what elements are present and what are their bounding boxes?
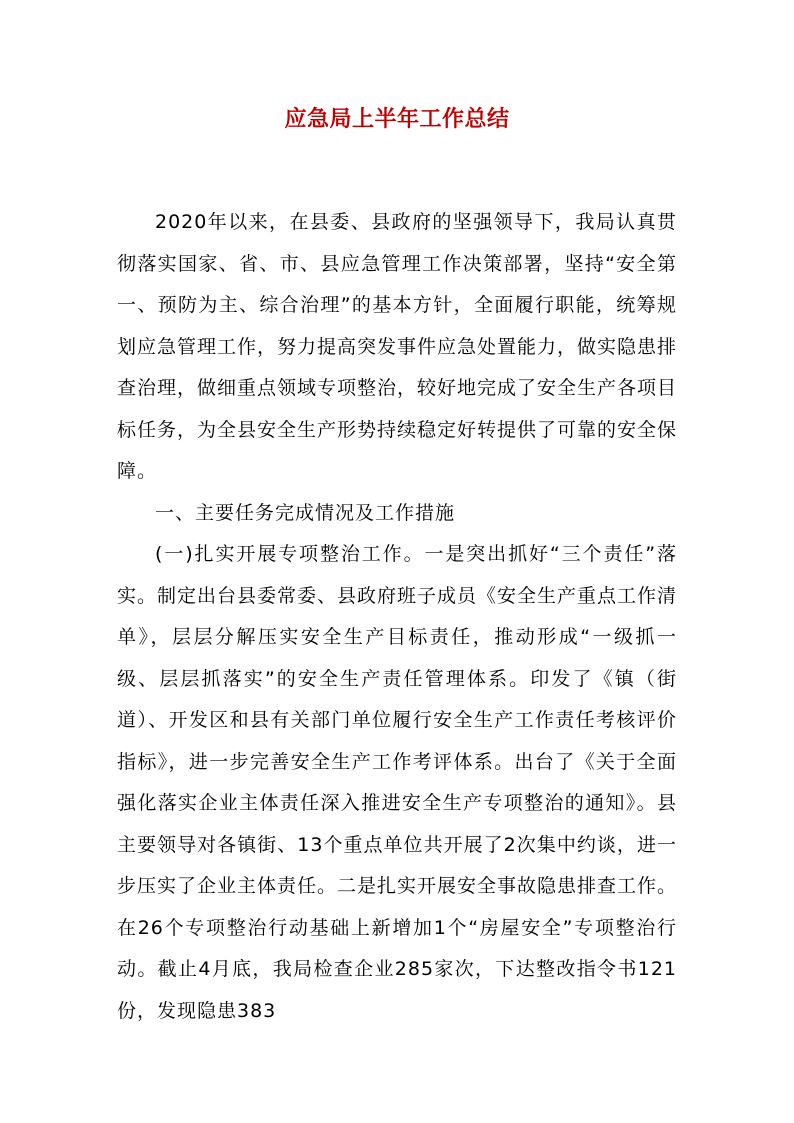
document-title: 应急局上半年工作总结: [284, 106, 510, 132]
section-heading: 一、主要任务完成情况及工作措施: [155, 501, 456, 524]
paragraph-section-1: (一)扎实开展专项整治工作。一是突出抓好“三个责任”落实。制定出台县委常委、县政府班子成员《安全生产重点工作清单》，层层分解压实安全生产目标责任，推动形成“一级抓一级、层层抓落实”的安全生产责任管理体系。印发了《镇（街道）、开发区和县有关部门单位履行安全生产工作责任考核评价指标》，进一步完善安全生产工作考评体系。出台了《关于全面强化落实企业主体责任深入推进安全生产专项整治的通知》。县主要领导对各镇街、13个重点单位共开展了2次集中约谈，进一步压实了企业主体责任。二是扎实开展安全事故隐患排查工作。在26个专项整治行动基础上新增加1个“房屋安全”专项整治行动。截止4月底，我局检查企业285家次，下达整改指令书121份，发现隐患383: [117, 543, 678, 1022]
paragraph-intro: 2020年以来，在县委、县政府的坚强领导下，我局认真贯彻落实国家、省、市、县应急管理工作决策部署，坚持“安全第一、预防为主、综合治理”的基本方针，全面履行职能，统筹规划应急管理工作，努力提高突发事件应急处置能力，做实隐患排查治理，做细重点领域专项整治，较好地完成了安全生产各项目标任务，为全县安全生产形势持续稳定好转提供了可靠的安全保障。: [117, 211, 678, 482]
document-body: [117, 202, 677, 1032]
